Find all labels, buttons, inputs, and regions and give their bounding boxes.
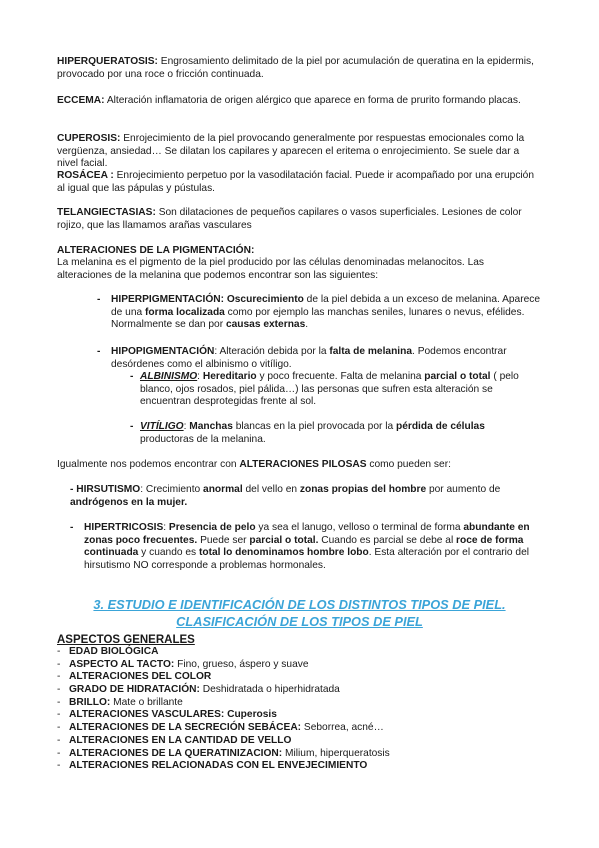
dash-marker: - xyxy=(97,294,101,305)
paragraph-rosacea xyxy=(57,170,539,195)
list-item-albinismo xyxy=(130,371,540,409)
section-heading xyxy=(0,597,599,613)
bold-segment: zonas propias del hombre xyxy=(299,484,427,495)
text-segment: : xyxy=(163,522,169,533)
definition-telangiectasias: Son dilataciones de pequeños capilares o vasos superficiales. Lesiones de color rojizo, que las llamamos arañas vasculares xyxy=(57,207,522,231)
term-hipertricosis: HIPERTRICOSIS xyxy=(84,522,164,533)
paragraph-hirsutismo xyxy=(70,484,532,509)
bold-segment: parcial o total. xyxy=(249,534,319,546)
bold-segment: anormal xyxy=(203,484,243,495)
dash-marker: - xyxy=(57,760,61,772)
list-item-detail: Milium, hiperqueratosis xyxy=(282,747,390,759)
list-item xyxy=(57,709,537,722)
term-hipopigmentacion: HIPOPIGMENTACIÓN xyxy=(111,346,215,357)
bold-segment: Manchas xyxy=(189,421,233,432)
paragraph-telangiectasias xyxy=(57,207,539,232)
term-hiperqueratosis: HIPERQUERATOSIS: xyxy=(57,56,158,67)
definition-rosacea: Enrojecimiento perpetuo por la vasodilatación facial. Puede ir acompañado por una erupción al igual que las pápulas y pústulas. xyxy=(57,170,535,194)
list-item xyxy=(57,697,537,710)
paragraph-alteraciones-pilosas xyxy=(57,459,539,472)
bold-segment: falta de melanina xyxy=(329,346,413,357)
bold-segment: Hereditario xyxy=(202,371,257,382)
text-segment: . xyxy=(305,319,309,331)
term-vitiligo: VITÍLIGO xyxy=(140,421,184,432)
text-segment: como pueden ser: xyxy=(366,459,451,470)
text-segment: . Podemos encontrar desórdenes como el albinismo o vitíligo. xyxy=(111,346,507,370)
text-segment: blancas en la piel provocada por la xyxy=(232,421,396,432)
text-segment: : xyxy=(183,421,190,432)
list-item-hipopigmentacion xyxy=(97,346,541,371)
list-item-label: ALTERACIONES EN LA CANTIDAD DE VELLO xyxy=(69,734,292,746)
list-item-detail: Mate o brillante xyxy=(110,696,183,708)
list-item-detail: Seborrea, acné… xyxy=(301,722,384,734)
dash-marker: - xyxy=(57,646,61,657)
text-segment: : xyxy=(197,371,203,382)
list-item xyxy=(57,735,537,748)
term-eccema: ECCEMA: xyxy=(57,95,105,106)
bold-segment: parcial o total xyxy=(424,371,491,382)
section-heading-line1: 3. ESTUDIO E IDENTIFICACIÓN DE LOS DISTINTOS TIPOS DE PIEL. xyxy=(93,597,506,612)
pigmentation-intro: La melanina es el pigmento de la piel producido por las células denominadas melanocitos. Las alteraciones de la melanina que podemos encontrar son las siguientes: xyxy=(57,257,485,281)
list-item-label: BRILLO: xyxy=(69,696,111,708)
text-segment: ya sea el lanugo, velloso o terminal de forma xyxy=(255,522,464,533)
list-item-label: GRADO DE HIDRATACIÓN: xyxy=(69,684,200,696)
dash-marker: - xyxy=(57,734,61,746)
bold-segment: ALTERACIONES PILOSAS xyxy=(239,459,367,470)
section-heading-line2: CLASIFICACIÓN DE LOS TIPOS DE PIEL xyxy=(176,614,423,629)
bold-segment: abundante en zonas poco frecuentes. xyxy=(84,522,530,546)
bold-segment: Presencia de pelo xyxy=(168,522,256,533)
text-segment: Puede ser xyxy=(197,534,250,546)
dash-marker: - xyxy=(57,684,61,696)
paragraph-hiperqueratosis xyxy=(57,56,539,81)
list-item xyxy=(57,748,537,761)
text-segment: Igualmente nos podemos encontrar con xyxy=(57,459,240,470)
dash-marker: - xyxy=(57,709,61,721)
aspectos-list xyxy=(57,646,537,773)
text-segment: Cuando es parcial se debe al xyxy=(318,534,457,546)
text-segment: del vello en xyxy=(242,484,300,495)
definition-eccema: Alteración inflamatoria de origen alérgico que aparece en forma de prurito formando placas. xyxy=(104,95,521,106)
list-item xyxy=(57,659,537,672)
list-item-label: ALTERACIONES RELACIONADAS CON EL ENVEJECIMIENTO xyxy=(69,760,368,772)
list-item xyxy=(57,760,537,773)
dash-marker: - xyxy=(130,371,134,382)
definition-cuperosis: Enrojecimiento de la piel provocando generalmente por respuestas emocionales como la vergüenza, ansiedad… Se dilatan los capilares y aparecen el eritema o enrojecimiento. Se suele dar a nivel facial. xyxy=(57,133,525,170)
pigmentation-title-text: ALTERACIONES DE LA PIGMENTACIÓN: xyxy=(57,245,255,256)
text-segment: como por ejemplo las manchas seniles, lunares o nevus, efélides. Normalmente se dan por xyxy=(111,306,525,331)
list-item xyxy=(57,646,537,659)
bold-segment: andrógenos en la mujer. xyxy=(70,496,188,508)
text-segment: . Esta alteración por el contrario del hirsutismo NO corresponde a problemas hormonales. xyxy=(84,547,530,571)
term-albinismo: ALBINISMO xyxy=(140,371,198,382)
list-item-label: ALTERACIONES VASCULARES: Cuperosis xyxy=(69,709,277,721)
text-segment: : Alteración debida por la xyxy=(214,346,330,357)
list-item-detail: Fino, grueso, áspero y suave xyxy=(174,658,309,670)
list-item xyxy=(57,722,537,735)
term-hiperpigmentacion: HIPERPIGMENTACIÓN: Oscurecimiento xyxy=(111,294,304,305)
list-item-label: ASPECTO AL TACTO: xyxy=(69,658,175,670)
dash-marker: - xyxy=(57,696,61,708)
definition-hiperqueratosis: Engrosamiento delimitado de la piel por acumulación de queratina en la epidermis, provocado por una roce o fricción continuada. xyxy=(57,56,534,80)
term-telangiectasias: TELANGIECTASIAS: xyxy=(57,207,156,218)
list-item-label: EDAD BIOLÓGICA xyxy=(69,646,159,657)
bold-segment: total lo denominamos hombre lobo xyxy=(198,547,369,559)
term-hirsutismo: - HIRSUTISMO xyxy=(70,484,141,495)
paragraph-cuperosis xyxy=(57,133,539,171)
term-rosacea: ROSÁCEA : xyxy=(57,170,114,181)
list-item-label: ALTERACIONES DEL COLOR xyxy=(69,671,212,683)
text-segment: y poco frecuente. Falta de melanina xyxy=(256,371,425,382)
text-segment: : Crecimiento xyxy=(140,484,204,495)
text-segment: de la piel debida a un exceso de melanina. Aparece de una xyxy=(111,294,541,318)
dash-marker: - xyxy=(57,747,61,759)
list-item-vitiligo xyxy=(130,421,540,446)
aspectos-title-text: ASPECTOS GENERALES xyxy=(57,634,195,646)
bold-segment: roce de forma continuada xyxy=(84,534,524,559)
text-segment: por aumento de xyxy=(426,484,501,495)
list-item-hiperpigmentacion xyxy=(97,294,541,332)
list-item-label: ALTERACIONES DE LA SECRECIÓN SEBÁCEA: xyxy=(69,722,302,734)
paragraph-eccema xyxy=(57,95,539,108)
dash-marker: - xyxy=(57,722,61,734)
dash-marker: - xyxy=(97,346,101,357)
paragraph-hipertricosis xyxy=(70,522,542,572)
list-item xyxy=(57,671,537,684)
text-segment: ( pelo blanco, ojos rosados, piel pálida…) las personas que sufren esta alteración se encuentran desprotegidas frente al sol. xyxy=(140,371,519,408)
list-item-label: ALTERACIONES DE LA QUERATINIZACION: xyxy=(69,747,283,759)
dash-marker: - xyxy=(130,421,134,432)
bold-segment: forma localizada xyxy=(145,306,225,318)
dash-marker: - xyxy=(57,658,61,670)
section-subheading xyxy=(0,614,599,630)
bold-segment: pérdida de células xyxy=(395,421,485,432)
list-item xyxy=(57,684,537,697)
term-cuperosis: CUPEROSIS: xyxy=(57,133,121,144)
dash-marker: - xyxy=(70,522,74,533)
list-item-detail: Deshidratada o hiperhidratada xyxy=(199,684,340,696)
bold-segment: causas externas xyxy=(225,319,306,331)
text-segment: productoras de la melanina. xyxy=(140,433,266,445)
text-segment: y cuando es xyxy=(138,547,199,559)
pigmentation-title xyxy=(57,245,539,258)
dash-marker: - xyxy=(57,671,61,683)
